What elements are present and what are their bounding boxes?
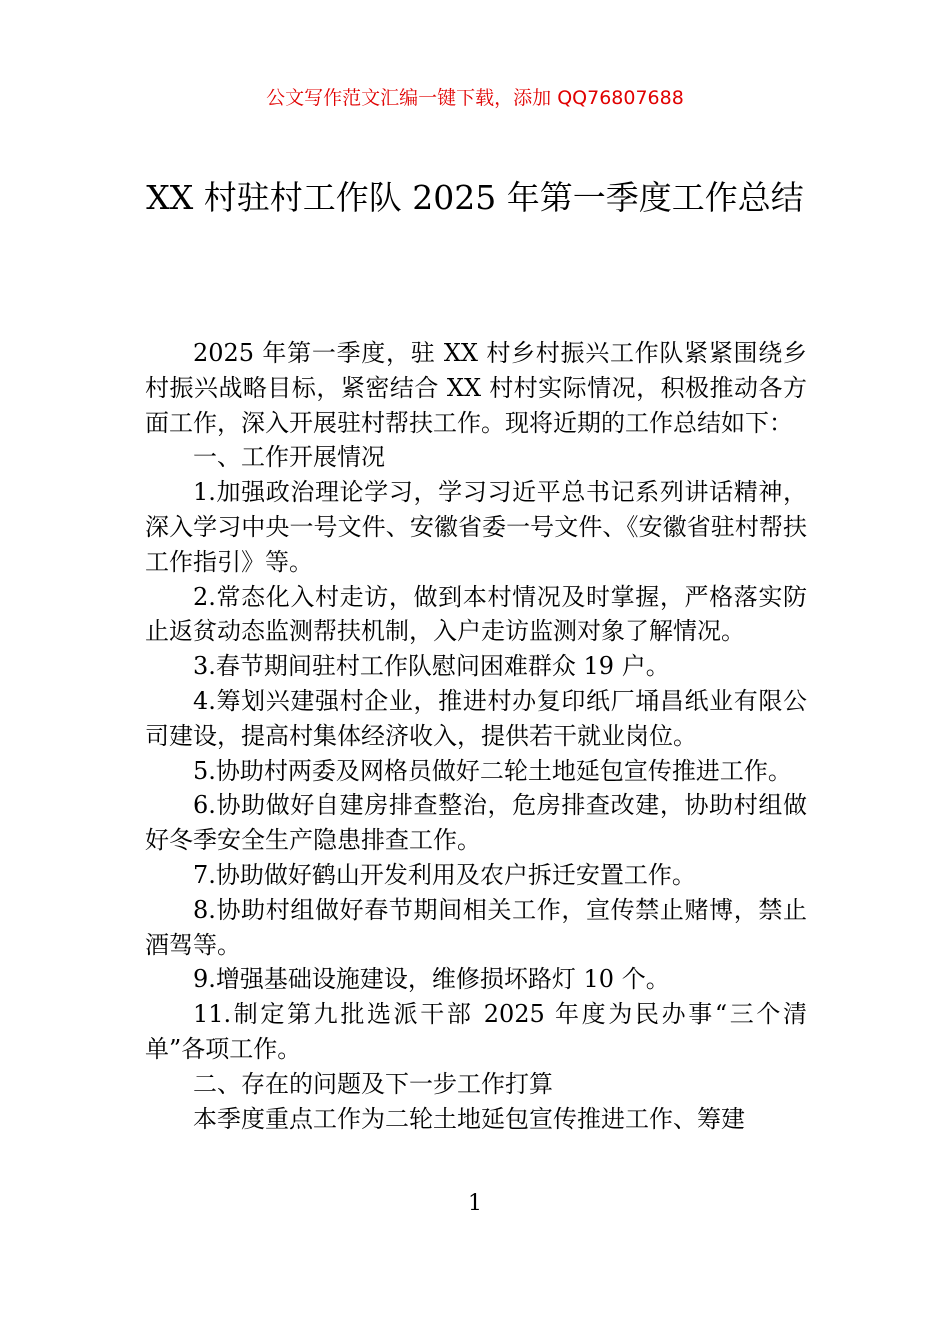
document-body xyxy=(145,336,807,1136)
intro-paragraph: 2025 年第一季度，驻 XX 村乡村振兴工作队紧紧围绕乡村振兴战略目标，紧密结合 XX 村村实际情况，积极推动各方面工作，深入开展驻村帮扶工作。现将近期的工作总结如下： xyxy=(145,339,807,437)
list-item-8: 8.协助村组做好春节期间相关工作，宣传禁止赌博，禁止酒驾等。 xyxy=(145,895,807,959)
page-number: 1 xyxy=(468,1191,482,1216)
document-title: XX 村驻村工作队 2025 年第一季度工作总结 xyxy=(146,178,804,217)
list-item-3: 3.春节期间驻村工作队慰问困难群众 19 户。 xyxy=(193,652,670,681)
list-item-6: 6.协助做好自建房排查整治，危房排查改建，协助村组做好冬季安全生产隐患排查工作。 xyxy=(145,791,807,855)
list-item-2: 2.常态化入村走访，做到本村情况及时掌握，严格落实防止返贫动态监测帮扶机制，入户走访监测对象了解情况。 xyxy=(145,582,807,646)
list-item-5: 5.协助村两委及网格员做好二轮土地延包宣传推进工作。 xyxy=(193,756,792,785)
list-item-4: 4.筹划兴建强村企业，推进村办复印纸厂埇昌纸业有限公司建设，提高村集体经济收入，提供若干就业岗位。 xyxy=(145,686,807,750)
header-note: 公文写作范文汇编一键下载，添加 QQ76807688 xyxy=(266,87,684,109)
list-item-7: 7.协助做好鹤山开发利用及农户拆迁安置工作。 xyxy=(193,860,696,889)
section-heading-2: 二、存在的问题及下一步工作打算 xyxy=(193,1069,553,1098)
list-item-1: 1.加强政治理论学习，学习习近平总书记系列讲话精神，深入学习中央一号文件、安徽省委一号文件、《安徽省驻村帮扶工作指引》等。 xyxy=(145,478,807,576)
list-item-9: 9.增强基础设施建设，维修损坏路灯 10 个。 xyxy=(193,965,670,994)
list-item-11: 11.制定第九批选派干部 2025 年度为民办事“三个清单”各项工作。 xyxy=(145,1000,807,1063)
section-heading-1: 一、工作开展情况 xyxy=(193,443,385,472)
closing-paragraph: 本季度重点工作为二轮土地延包宣传推进工作、筹建 xyxy=(193,1104,745,1133)
